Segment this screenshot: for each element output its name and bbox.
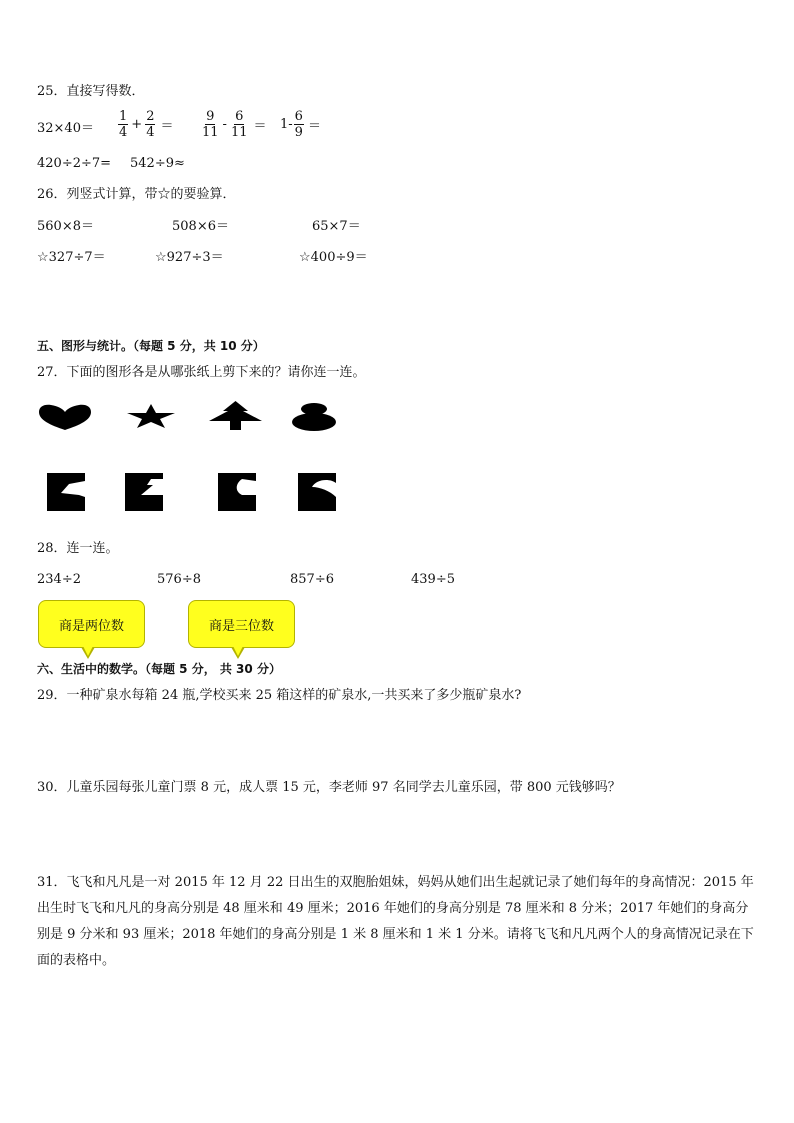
numerator: 6 xyxy=(294,109,303,124)
callout-label: 商是三位数 xyxy=(208,618,274,634)
q25-expr-1: 32×40＝ xyxy=(37,121,94,136)
numerator: 2 xyxy=(146,109,155,124)
q26-expr: ☆400÷9＝ xyxy=(299,250,368,265)
equals: ＝ xyxy=(160,119,174,134)
prefix: 1- xyxy=(280,117,293,132)
numerator: 9 xyxy=(206,109,215,124)
cut-paper-2 xyxy=(125,473,163,511)
q28-item: 234÷2 xyxy=(37,572,81,587)
q29-text: 29．一种矿泉水每箱 24 瓶,学校买来 25 箱这样的矿泉水,一共买来了多少瓶矿泉水? xyxy=(37,688,522,703)
q25-fraction-sub xyxy=(280,109,321,140)
snowman-icon xyxy=(291,402,337,432)
q26-title: 26．列竖式计算，带☆的要验算． xyxy=(37,187,236,202)
denominator: 11 xyxy=(230,125,248,140)
callout-label: 商是两位数 xyxy=(58,618,124,634)
denominator: 9 xyxy=(294,125,303,140)
cut-paper-3 xyxy=(218,473,256,511)
operator: - xyxy=(222,117,227,132)
tree-arrow-icon xyxy=(208,400,263,431)
q28-title: 28．连一连。 xyxy=(37,541,119,556)
q25-fraction-diff xyxy=(200,109,267,140)
q26-expr: 508×6＝ xyxy=(172,219,229,234)
denominator: 11 xyxy=(202,125,219,140)
q25-fraction-sum xyxy=(117,109,173,140)
q28-item: 857÷6 xyxy=(290,572,334,587)
numerator: 1 xyxy=(119,109,128,124)
callout-three-digit-quotient xyxy=(188,600,295,648)
q27-title: 27．下面的图形各是从哪张纸上剪下来的？请你连一连。 xyxy=(37,365,366,380)
q26-expr: 560×8＝ xyxy=(37,219,94,234)
q30-text: 30．儿童乐园每张儿童门票 8 元，成人票 15 元，李老师 97 名同学去儿童乐园，带 800 元钱够吗？ xyxy=(37,780,621,795)
equals: ＝ xyxy=(253,119,267,134)
q28-item: 439÷5 xyxy=(411,572,455,587)
q25-expr-3: 542÷9≈ xyxy=(130,156,185,171)
callout-two-digit-quotient xyxy=(38,600,145,648)
q25-expr-2: 420÷2÷7= xyxy=(37,156,112,171)
star-icon xyxy=(126,403,176,429)
numerator: 6 xyxy=(235,109,244,124)
operator: + xyxy=(131,117,143,132)
heart-icon xyxy=(38,403,92,431)
cut-paper-4 xyxy=(298,473,336,511)
q26-expr: ☆927÷3＝ xyxy=(155,250,224,265)
section-5-heading: 五、图形与统计。（每题 5 分，共 10 分） xyxy=(37,339,265,353)
equals: ＝ xyxy=(307,119,321,134)
section-6-heading: 六、生活中的数学。（每题 5 分， 共 30 分） xyxy=(37,662,281,676)
q26-expr: ☆327÷7＝ xyxy=(37,250,106,265)
cut-paper-1 xyxy=(47,473,85,511)
q25-title: 25．直接写得数． xyxy=(37,84,145,99)
denominator: 4 xyxy=(119,125,128,140)
q31-text: 31．飞飞和凡凡是一对 2015 年 12 月 22 日出生的双胞胎姐妹，妈妈从她们出生起就记录了她们每年的身高情况：2015 年出生时飞飞和凡凡的身高分别是 48 厘米和 49 厘米；2016 年她们的身高分别是 78 厘米和 8 分米；2017 年她们的身高分别是 9 分米和 93 厘米；2018 年她们的身高分别是 1 米 8 厘米和 1 米 1 分米。请将飞飞和凡凡两个人的身高情况记录在下面的表格中。 xyxy=(37,875,754,968)
q28-item: 576÷8 xyxy=(157,572,201,587)
q26-expr: 65×7＝ xyxy=(312,219,361,234)
denominator: 4 xyxy=(146,125,155,140)
